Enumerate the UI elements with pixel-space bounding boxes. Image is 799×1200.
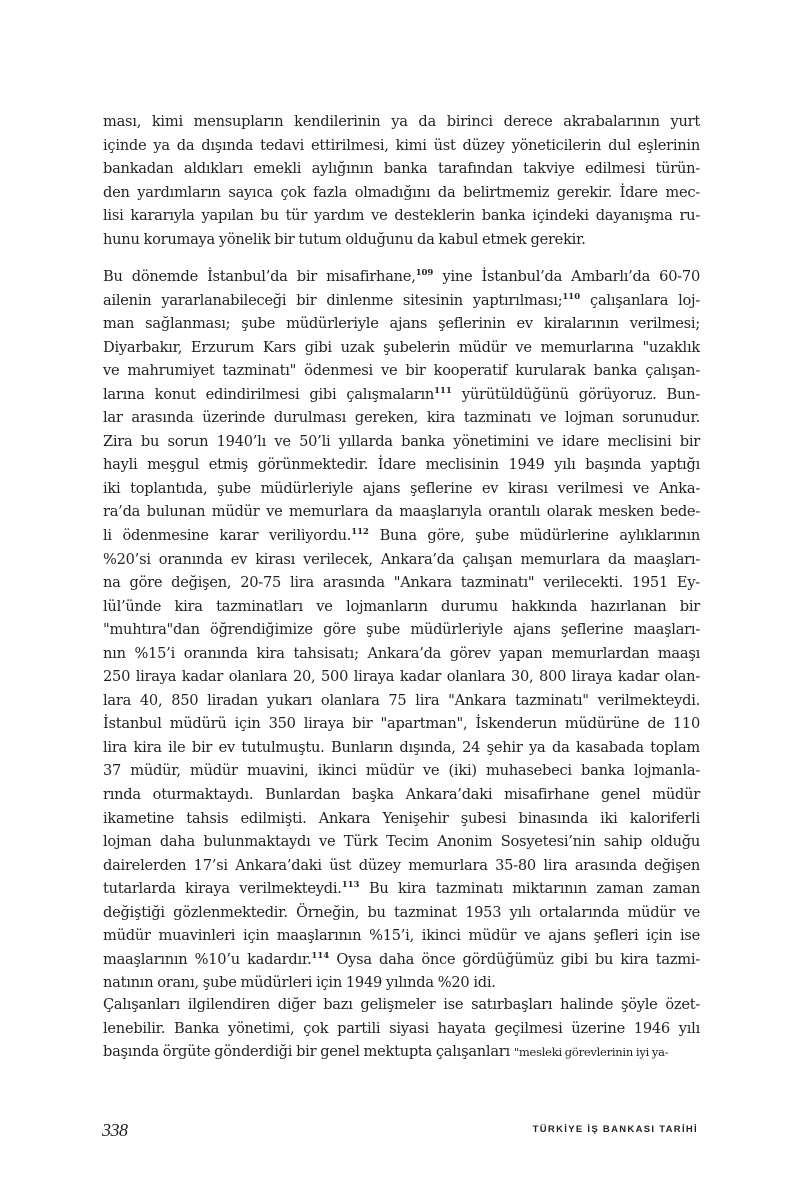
text-line	[103, 289, 700, 313]
text-line: lisi kararıyla yapılan bu tür yardım ve desteklerin banka içindeki dayanışma ru-	[103, 207, 700, 225]
text-line	[103, 665, 700, 689]
text-line	[103, 524, 700, 548]
line-text: man sağlanması; şube müdürleriyle ajans şeflerinin ev kiralarının verilmesi;	[103, 315, 700, 333]
line-text: Bu dönemde İstanbul’da bir misafirhane,	[103, 268, 416, 285]
line-text: hayli meşgul etmiş görünmektedir. İdare meclisinin 1949 yılı başında yaptığı	[103, 456, 700, 474]
footnote-marker[interactable]: 111	[434, 385, 452, 396]
footnote-marker[interactable]: 109	[415, 268, 434, 278]
line-text: dairelerden 17’si Ankara’daki üst düzey memurlara 35-80 lira arasında değişen	[103, 856, 700, 874]
line-text: çalışanlara loj-	[580, 291, 700, 309]
text-line	[103, 548, 700, 572]
line-text: ve mahrumiyet tazminatı" ödenmesi ve bir kooperatif kurularak banka çalışan-	[103, 362, 700, 380]
text-line	[103, 430, 700, 454]
line-text: başında örgüte gönderdiği bir genel mektupta çalışanları	[103, 1043, 514, 1061]
line-text: larına konut edindirilmesi gibi çalışmaların	[103, 385, 435, 403]
line-text: %20’si oranında ev kirası verilecek, Ankara’da çalışan memurlara da maaşları-	[103, 550, 700, 568]
line-text: Bu kira tazminatı miktarının zaman zaman	[359, 880, 700, 898]
line-text: ra’da bulunan müdür ve memurlara da maaşlarıyla orantılı olarak mesken bede-	[103, 503, 700, 521]
line-text: rında oturmaktaydı. Bunlardan başka Ankara’daki misafirhane genel müdür	[103, 786, 700, 804]
line-text: na göre değişen, 20-75 lira arasında "Ankara tazminatı" verilecekti. 1951 Ey-	[103, 574, 700, 592]
paragraph-3	[103, 993, 700, 1064]
text-line: hunu korumaya yönelik bir tutum olduğunu da kabul etmek gerekir.	[103, 230, 586, 248]
line-text: Buna göre, şube müdürlerine aylıklarının	[368, 527, 701, 545]
line-text: Zira bu sorun 1940’lı ve 50’li yıllarda banka yönetimini ve idare meclisini bir	[103, 432, 700, 450]
text-line	[103, 595, 700, 619]
text-line	[103, 736, 700, 760]
text-line: den yardımların sayıca çok fazla olmadığını da belirtmemiz gerekir. İdare mec-	[103, 183, 700, 201]
text-line	[103, 1040, 700, 1064]
text-line: bankadan aldıkları emekli aylığının banka tarafından takviye edilmesi türün-	[103, 160, 700, 178]
text-line	[103, 312, 700, 336]
line-text: 250 liraya kadar olanlara 20, 500 liraya kadar olanlara 30, 800 liraya kadar olan-	[103, 668, 700, 686]
line-text: lar arasında üzerinde durulması gereken, kira tazminatı ve lojman sorunudur.	[103, 409, 700, 427]
line-text: iki toplantıda, şube müdürleriyle ajans şeflerine ev kirası verilmesi ve Anka-	[103, 479, 700, 497]
text-line	[103, 1017, 700, 1041]
footnote-marker[interactable]: 114	[311, 950, 330, 961]
text-line	[103, 948, 700, 972]
line-text: 37 müdür, müdür muavini, ikinci müdür ve (iki) muhasebeci banka lojmanla-	[103, 762, 700, 780]
line-text: tutarlarda kiraya verilmekteydi.	[103, 880, 342, 898]
text-line: ması, kimi mensupların kendilerinin ya da birinci derece akrabalarının yurt	[103, 113, 700, 130]
page-number: 338	[102, 1120, 128, 1140]
text-line	[103, 971, 700, 995]
text-line	[103, 854, 700, 878]
text-line	[103, 901, 700, 925]
footnote-marker[interactable]: 110	[562, 291, 581, 302]
quoted-text: "mesleki görevlerinin iyi ya-	[513, 1045, 669, 1060]
text-line	[103, 359, 700, 383]
text-line	[103, 712, 700, 736]
text-line	[103, 924, 700, 948]
text-line	[103, 759, 700, 783]
line-text: değiştiği gözlenmektedir. Örneğin, bu tazminat 1953 yılı ortalarında müdür ve	[103, 903, 700, 921]
line-text: yine İstanbul’da Ambarlı’da 60-70	[433, 268, 701, 285]
text-line: içinde ya da dışında tedavi ettirilmesi, kimi üst düzey yöneticilerin dul eşlerinin	[103, 136, 700, 154]
text-line	[103, 265, 700, 289]
line-text: yürütüldüğünü görüyoruz. Bun-	[451, 385, 701, 403]
paragraph-2	[103, 265, 700, 995]
footnote-marker[interactable]: 112	[351, 527, 369, 538]
line-text: lojman daha bulunmaktaydı ve Türk Tecim Anonim Sosyetesi’nin sahip olduğu	[103, 833, 700, 851]
text-line	[103, 571, 700, 595]
line-text: müdür muavinleri için maaşlarının %15’i, ikinci müdür ve ajans şefleri için ise	[103, 927, 700, 945]
text-line	[103, 783, 700, 807]
text-line	[103, 830, 700, 854]
line-text: İstanbul müdürü için 350 liraya bir "apartman", İskenderun müdürüne de 110	[103, 715, 700, 733]
line-text: lül’ünde kira tazminatları ve lojmanların durumu hakkında hazırlanan bir	[103, 597, 700, 615]
text-line	[103, 618, 700, 642]
line-text: ailenin yararlanabileceği bir dinlenme sitesinin yaptırılması;	[103, 291, 563, 309]
line-text: lira kira ile bir ev tutulmuştu. Bunların dışında, 24 şehir ya da kasabada toplam	[103, 738, 700, 756]
line-text: Diyarbakır, Erzurum Kars gibi uzak şubelerin müdür ve memurlarına "uzaklık	[103, 338, 700, 356]
line-text: ikametine tahsis edilmişti. Ankara Yenişehir şubesi binasında iki kaloriferli	[103, 809, 700, 827]
text-line	[103, 877, 700, 901]
text-line	[103, 336, 700, 360]
line-text: "muhtıra"dan öğrendiğimize göre şube müdürleriyle ajans şeflerine maaşları-	[103, 621, 700, 639]
line-text: lenebilir. Banka yönetimi, çok partili siyasi hayata geçilmesi üzerine 1946 yılı	[103, 1019, 700, 1037]
text-line	[103, 993, 700, 1017]
running-title: TÜRKİYE İŞ BANKASI TARİHİ	[532, 1124, 698, 1135]
text-line	[103, 477, 700, 501]
text-line	[103, 642, 700, 666]
line-text: nın %15’i oranında kira tahsisatı; Ankara’da görev yapan memurlardan maaşı	[103, 644, 700, 662]
text-line	[103, 406, 700, 430]
paragraph-1	[103, 110, 700, 251]
line-text: li ödenmesine karar veriliyordu.	[103, 527, 352, 545]
line-text: natının oranı, şube müdürleri için 1949 yılında %20 idi.	[103, 974, 496, 992]
text-line	[103, 500, 700, 524]
text-line	[103, 689, 700, 713]
line-text: Oysa daha önce gördüğümüz gibi bu kira tazmi-	[329, 950, 700, 968]
text-line	[103, 383, 700, 407]
text-line	[103, 453, 700, 477]
line-text: lara 40, 850 liradan yukarı olanlara 75 lira "Ankara tazminatı" verilmekteydi.	[103, 691, 700, 709]
footnote-marker[interactable]: 113	[341, 880, 360, 891]
line-text: maaşlarının %10’u kadardır.	[103, 950, 312, 968]
text-line	[103, 807, 700, 831]
line-text: Çalışanları ilgilendiren diğer bazı gelişmeler ise satırbaşları halinde şöyle özet-	[103, 996, 700, 1013]
